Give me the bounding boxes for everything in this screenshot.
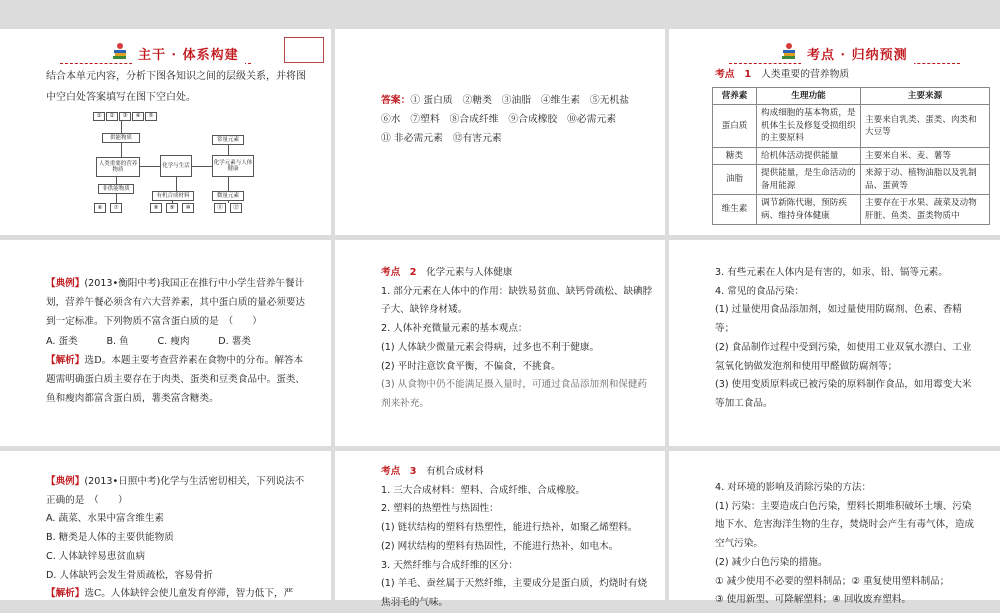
answer-line-2: ⑥水 ⑦塑料 ⑧合成纤维 ⑨合成橡胶 ⑩必需元素 [381, 114, 617, 126]
example-question: 我国正在推行中小学生营养午餐计划，营养午餐必须含有六大营养素，其中蛋白质的量必须要达到一定标准。下列物质不富含蛋白质的是 （ ） [46, 278, 306, 328]
slide-header [0, 41, 331, 63]
header-title: 主干 · 体系构建 [132, 43, 245, 68]
table-row: 油脂 提供能量，是生命活动的备用能源 来源于动、植物油脂以及乳制品、蛋黄等 [713, 165, 990, 195]
example-options: A. 蛋类 B. 鱼 C. 瘦肉 D. 薯类 [46, 335, 251, 347]
concept-diagram [90, 109, 270, 219]
organic-box: 有机合成材料 [152, 191, 194, 201]
option-b: B. 糖类是人体的主要供能物质 [46, 532, 174, 544]
point-block: 考点 2 化学元素与人体健康 1. 部分元素在人体中的作用：缺铁易贫血、缺钙骨疏松、缺碘脖子大、缺锌身材矮。 2. 人体补充微量元素的基本观点： (1) 人体缺少微量元素会得病，过多也不利于健康。 (2) 平时注意饮食平衡，不偏食，不挑食。 (3) 从食物中仍不能满足摄入量时，可通过食品添加剂和保健药剂来补充。 [381, 264, 653, 414]
top-box-5: ⑤ [145, 112, 157, 121]
center-box: 化学与生活 [160, 155, 192, 177]
analysis-text: 选C。人体缺锌会使儿童发育停滞，智力低下，严 [84, 588, 294, 600]
text-line: (1) 过量使用食品添加剂，如过量使用防腐剂、色素、香精等； [715, 304, 962, 335]
text-block [715, 264, 981, 414]
text-line: 4. 常见的食品污染： [715, 285, 804, 297]
example-block [46, 274, 312, 408]
option-a: A. 蔬菜、水果中富含维生素 [46, 513, 165, 525]
point-line: (2) 平时注意饮食平衡，不偏食，不挑食。 [381, 360, 561, 372]
point-line: (1) 羊毛、蚕丝属于天然纤维，主要成分是蛋白质，灼烧时有烧焦羽毛的气味。 [381, 578, 648, 608]
table-row: 糖类 给机体活动提供能量 主要来自米、麦、薯等 [713, 147, 990, 164]
slide-header [669, 41, 1000, 63]
point-line: (1) 链状结构的塑料有热塑性，能进行热补，如聚乙烯塑料。 [381, 522, 638, 534]
text-block [715, 479, 981, 610]
point-line: 2. 塑料的热塑性与热固性： [381, 503, 499, 515]
example-question: 化学与生活密切相关，下列说法不正确的是 （ ） [46, 476, 305, 506]
text-line: (2) 食品制作过程中受到污染，如使用工业双氧水漂白、工业氢氧化钠做发泡剂和使用甲醛做防腐剂等； [715, 341, 972, 372]
bottom-box-12: ⑫ [230, 203, 242, 213]
answer-label: 答案： [381, 95, 411, 106]
intro-text: 结合本单元内容，分析下图各知识之间的层级关系，并将图中空白处答案填写在图下空白处。 [46, 71, 306, 103]
text-line: (2) 减少白色污染的措施。 [715, 556, 828, 568]
point-line: 2. 人体补充微量元素的基本观点： [381, 323, 528, 335]
option-d: D. 人体缺钙会发生骨质疏松，容易骨折 [46, 569, 213, 581]
text-line: ① 减少使用不必要的塑料制品；② 重复使用塑料制品； [715, 575, 950, 587]
header-title: 考点 · 归纳预测 [801, 43, 914, 68]
slide-example-2[interactable] [0, 451, 331, 600]
point-line: 3. 天然纤维与合成纤维的区分： [381, 559, 518, 571]
slide-environment[interactable] [669, 451, 1000, 606]
analysis-label: 【解析】 [46, 354, 85, 366]
point-line: 1. 三大合成材料：塑料、合成纤维、合成橡胶。 [381, 484, 586, 496]
slide-answers[interactable] [335, 29, 665, 235]
text-line: 3. 有些元素在人体内是有害的，如汞、铅、镉等元素。 [715, 267, 948, 278]
header-note [284, 37, 324, 63]
health-box: 化学元素与人体健康 [212, 155, 254, 177]
point-line: 1. 部分元素在人体中的作用：缺铁易贫血、缺钙骨疏松、缺碘脖子大、缺锌身材矮。 [381, 285, 653, 316]
example-source: (2013•衡阳中考) [84, 278, 161, 289]
table-row: 蛋白质 构成细胞的基本物质，是机体生长及修复受损组织的主要原料 主要来自乳类、蛋类、肉类和大豆等 [713, 105, 990, 147]
common-box: 常量元素 [212, 135, 244, 145]
slide-elements-health[interactable] [335, 240, 665, 446]
point-line: (2) 网状结构的塑料有热固性，不能进行热补，如电木。 [381, 540, 619, 552]
point-line-gray: (3) 从食物中仍不能满足摄入量时，可通过食品添加剂和保健药剂来补充。 [381, 379, 648, 409]
option-c: C. 人体缺锌易患贫血病 [46, 550, 146, 562]
nutrients-table [712, 87, 990, 225]
book-stack-icon [112, 41, 128, 59]
nutrients-box: 人类重要的营养物质 [96, 157, 140, 177]
slide-system-construction[interactable] [0, 29, 331, 235]
bottom-box-7: ⑦ [110, 203, 122, 213]
text-line: 4. 对环境的影响及消除污染的方法： [715, 482, 872, 493]
slide-nutrients[interactable] [669, 29, 1000, 235]
point-block: 考点 3 有机合成材料 1. 三大合成材料：塑料、合成纤维、合成橡胶。 2. 塑料的热塑性与热固性： (1) 链状结构的塑料有热塑性，能进行热补，如聚乙烯塑料。 (2) 网状结构的塑料有热固性，不能进行热补，如电木。 3. 天然纤维与合成纤维的区分： (1) 羊毛、蚕丝属于天然纤维，主要成分是蛋白质，灼烧时有烧焦羽毛的气味。 [381, 463, 653, 613]
top-box-3: ③ [119, 112, 131, 121]
book-stack-icon [781, 41, 797, 59]
top-box-1: ① [93, 112, 105, 121]
table-header-row: 营养素 生理功能 主要来源 [713, 88, 990, 105]
answer-block [381, 91, 661, 148]
non-supply-box: 非供能物质 [98, 184, 134, 194]
analysis-label: 【解析】 [46, 588, 85, 600]
text-line: ③ 使用新型、可降解塑料；④ 回收废弃塑料。 [715, 594, 911, 606]
text-line: (1) 污染：主要造成白色污染，塑料长期堆积破坏土壤、污染地下水、危害海洋生物的生存，焚烧时会产生有毒气体，造成空气污染。 [715, 500, 975, 550]
point-heading: 考点 1 人类重要的营养物质 [715, 69, 850, 80]
answer-line-1: ① 蛋白质 ②糖类 ③油脂 ④维生素 ⑤无机盐 [410, 95, 630, 106]
top-box-2: ② [106, 112, 118, 121]
point-line: (1) 人体缺少微量元素会得病，过多也不利于健康。 [381, 341, 600, 353]
text-line: (3) 使用变质原料或已被污染的原料制作食品，如用霉变大米等加工食品。 [715, 379, 972, 409]
bottom-box-9: ⑨ [166, 203, 178, 213]
table-row: 维生素 调节新陈代谢，预防疾病、维持身体健康 主要存在于水果、蔬菜及动物肝脏、鱼类、蛋类物质中 [713, 195, 990, 225]
example-label: 【典例】 [46, 476, 85, 487]
example-block [46, 473, 312, 604]
slide-food-pollution[interactable] [669, 240, 1000, 446]
slide-synthetic-materials[interactable] [335, 451, 665, 608]
trace-box: 微量元素 [212, 191, 244, 201]
answer-line-3: ⑪ 非必需元素 ⑫有害元素 [381, 133, 502, 145]
supply-box: 供能物质 [102, 133, 140, 143]
slide-example-1[interactable] [0, 240, 331, 446]
example-label: 【典例】 [46, 278, 85, 289]
bottom-box-8: ⑧ [150, 203, 162, 213]
top-box-4: ④ [132, 112, 144, 121]
bottom-box-10: ⑩ [182, 203, 194, 213]
example-source: (2013•日照中考) [84, 476, 161, 487]
bottom-box-11: ⑪ [214, 203, 226, 213]
analysis-text: 选D。本题主要考查营养素在食物中的分布。解答本题需明确蛋白质主要存在于肉类、蛋类和豆类食品中。蛋类、鱼和瘦肉都富含蛋白质，薯类富含糖类。 [46, 354, 306, 405]
bottom-box-6: ⑥ [94, 203, 106, 213]
